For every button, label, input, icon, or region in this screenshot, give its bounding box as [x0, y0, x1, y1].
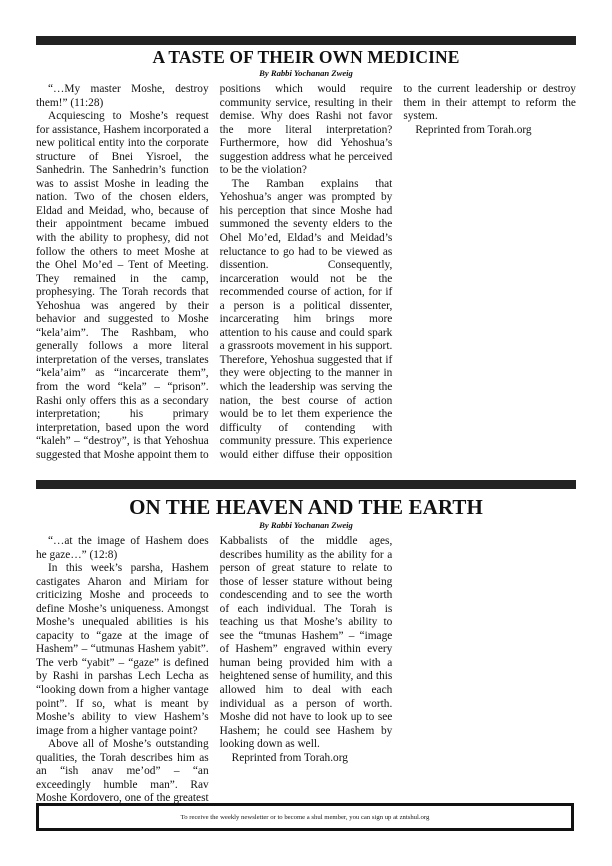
top-rule: [36, 36, 576, 45]
article-paragraph: Above all of Moshe’s outstanding qualities, the Torah describes him as an “ish anav me’od” – “an exceedingly humble man”. Rav Moshe Kordovero, one of the greatest Kabbalists of the middle ages, describes humility as the ability for a person of great stature to relate to those of lesser stature without being condescending and to see the worth of each individual. The Torah is teaching us that Moshe’s ability to see the “tmunas Hashem” – “image of Hashem” engraved within every human being provided him with a heightened sense of humility, and this allowed him to deal with each individual as a person of worth. Moshe did not have to look up to see Hashem; he could see Hashem by looking down as well.: [36, 535, 393, 805]
reprint-credit: Reprinted from Torah.org: [231, 751, 348, 764]
article-title: ON THE HEAVEN AND THE EARTH: [129, 495, 483, 519]
reprint-credit: Reprinted from Torah.org: [415, 123, 532, 136]
newsletter-signup-text: To receive the weekly newsletter or to become a shul member, you can sign up at zntshul.org: [180, 813, 430, 821]
newsletter-signup-box: [36, 803, 574, 831]
article-paragraph: Acquiescing to Moshe’s request for assistance, Hashem incorporated a new political entity into the corporate structure of Bnei Yisroel, the Sanhedrin. The Sanhedrin’s function was to assist Moshe in leading the nation. Two of the chosen elders, Eldad and Meidad, who, because of their appointment became imbued with the ability to prophesy, did not follow the others to meet Moshe at the Ohel Mo’ed – Tent of Meeting. They remained in the camp, prophesying. The Torah records that Yehoshua was angered by their behavior and suggested to Moshe “kela’aim”. The Rashbam, who generally follows a more literal interpretation of the verses, translates “kela’aim” as “incarcerate them”, from the word “kela” – “prison”. Rashi only offers this as a secondary interpretation; his primary interpretation, based upon the word “kaleh” – “destroy”, is that Yehoshua suggested that Moshe appoint them to positions which would require community service, resulting in their demise. Why does Rashi not favor the more literal interpretation? Furthermore, how did Yehoshua’s suggestion address what he perceived to be the violation?: [36, 83, 393, 461]
article-byline: By Rabbi Yochanan Zweig: [259, 520, 353, 530]
article-quote: “…My master Moshe, destroy them!” (11:28): [36, 83, 209, 109]
article-heaven-and-earth: [36, 495, 576, 819]
article-paragraph: In this week’s parsha, Hashem castigates Aharon and Miriam for criticizing Moshe and proceeds to define Moshe’s uniqueness. Amongst Moshe’s unequaled abilities is his capacity to “gaze at the image of Hashem” – “utmunas Hashem yabit”. The verb “yabit” – “gaze” is defined by Rashi in parshas Lech Lecha as “looking down from a higher vantage point”. If so, what is meant by Moshe’s ability to view Hashem’s image from a higher vantage point?: [36, 562, 209, 737]
article-byline: By Rabbi Yochanan Zweig: [259, 68, 353, 78]
article-body: [36, 535, 576, 819]
article-taste-of-their-own-medicine: [36, 47, 576, 475]
article-title: A TASTE OF THEIR OWN MEDICINE: [152, 47, 460, 67]
article-body: [36, 83, 576, 475]
middle-rule: [36, 480, 576, 489]
article-paragraph: The Ramban explains that Yehoshua’s anger was prompted by his perception that since Moshe had summoned the seventy elders to the Ohel Mo’ed, Eldad’s and Meidad’s reluctance to go had to be viewed as dissention. Consequently, incarceration would not be the recommended course of action, for if a person is a political dissenter, incarcerating him brings more attention to his cause and could spark a grassroots movement in his support. Therefore, Yehoshua suggested that if they were objecting to the manner in which the leadership was serving the nation, the best course of action would be to let them experience the difficulty of contending with community pressure. This experience would either diffuse their opposition to the current leadership or destroy them in their attempt to reform the system.: [219, 83, 576, 461]
article-quote: “…at the image of Hashem does he gaze…” (12:8): [36, 535, 209, 561]
